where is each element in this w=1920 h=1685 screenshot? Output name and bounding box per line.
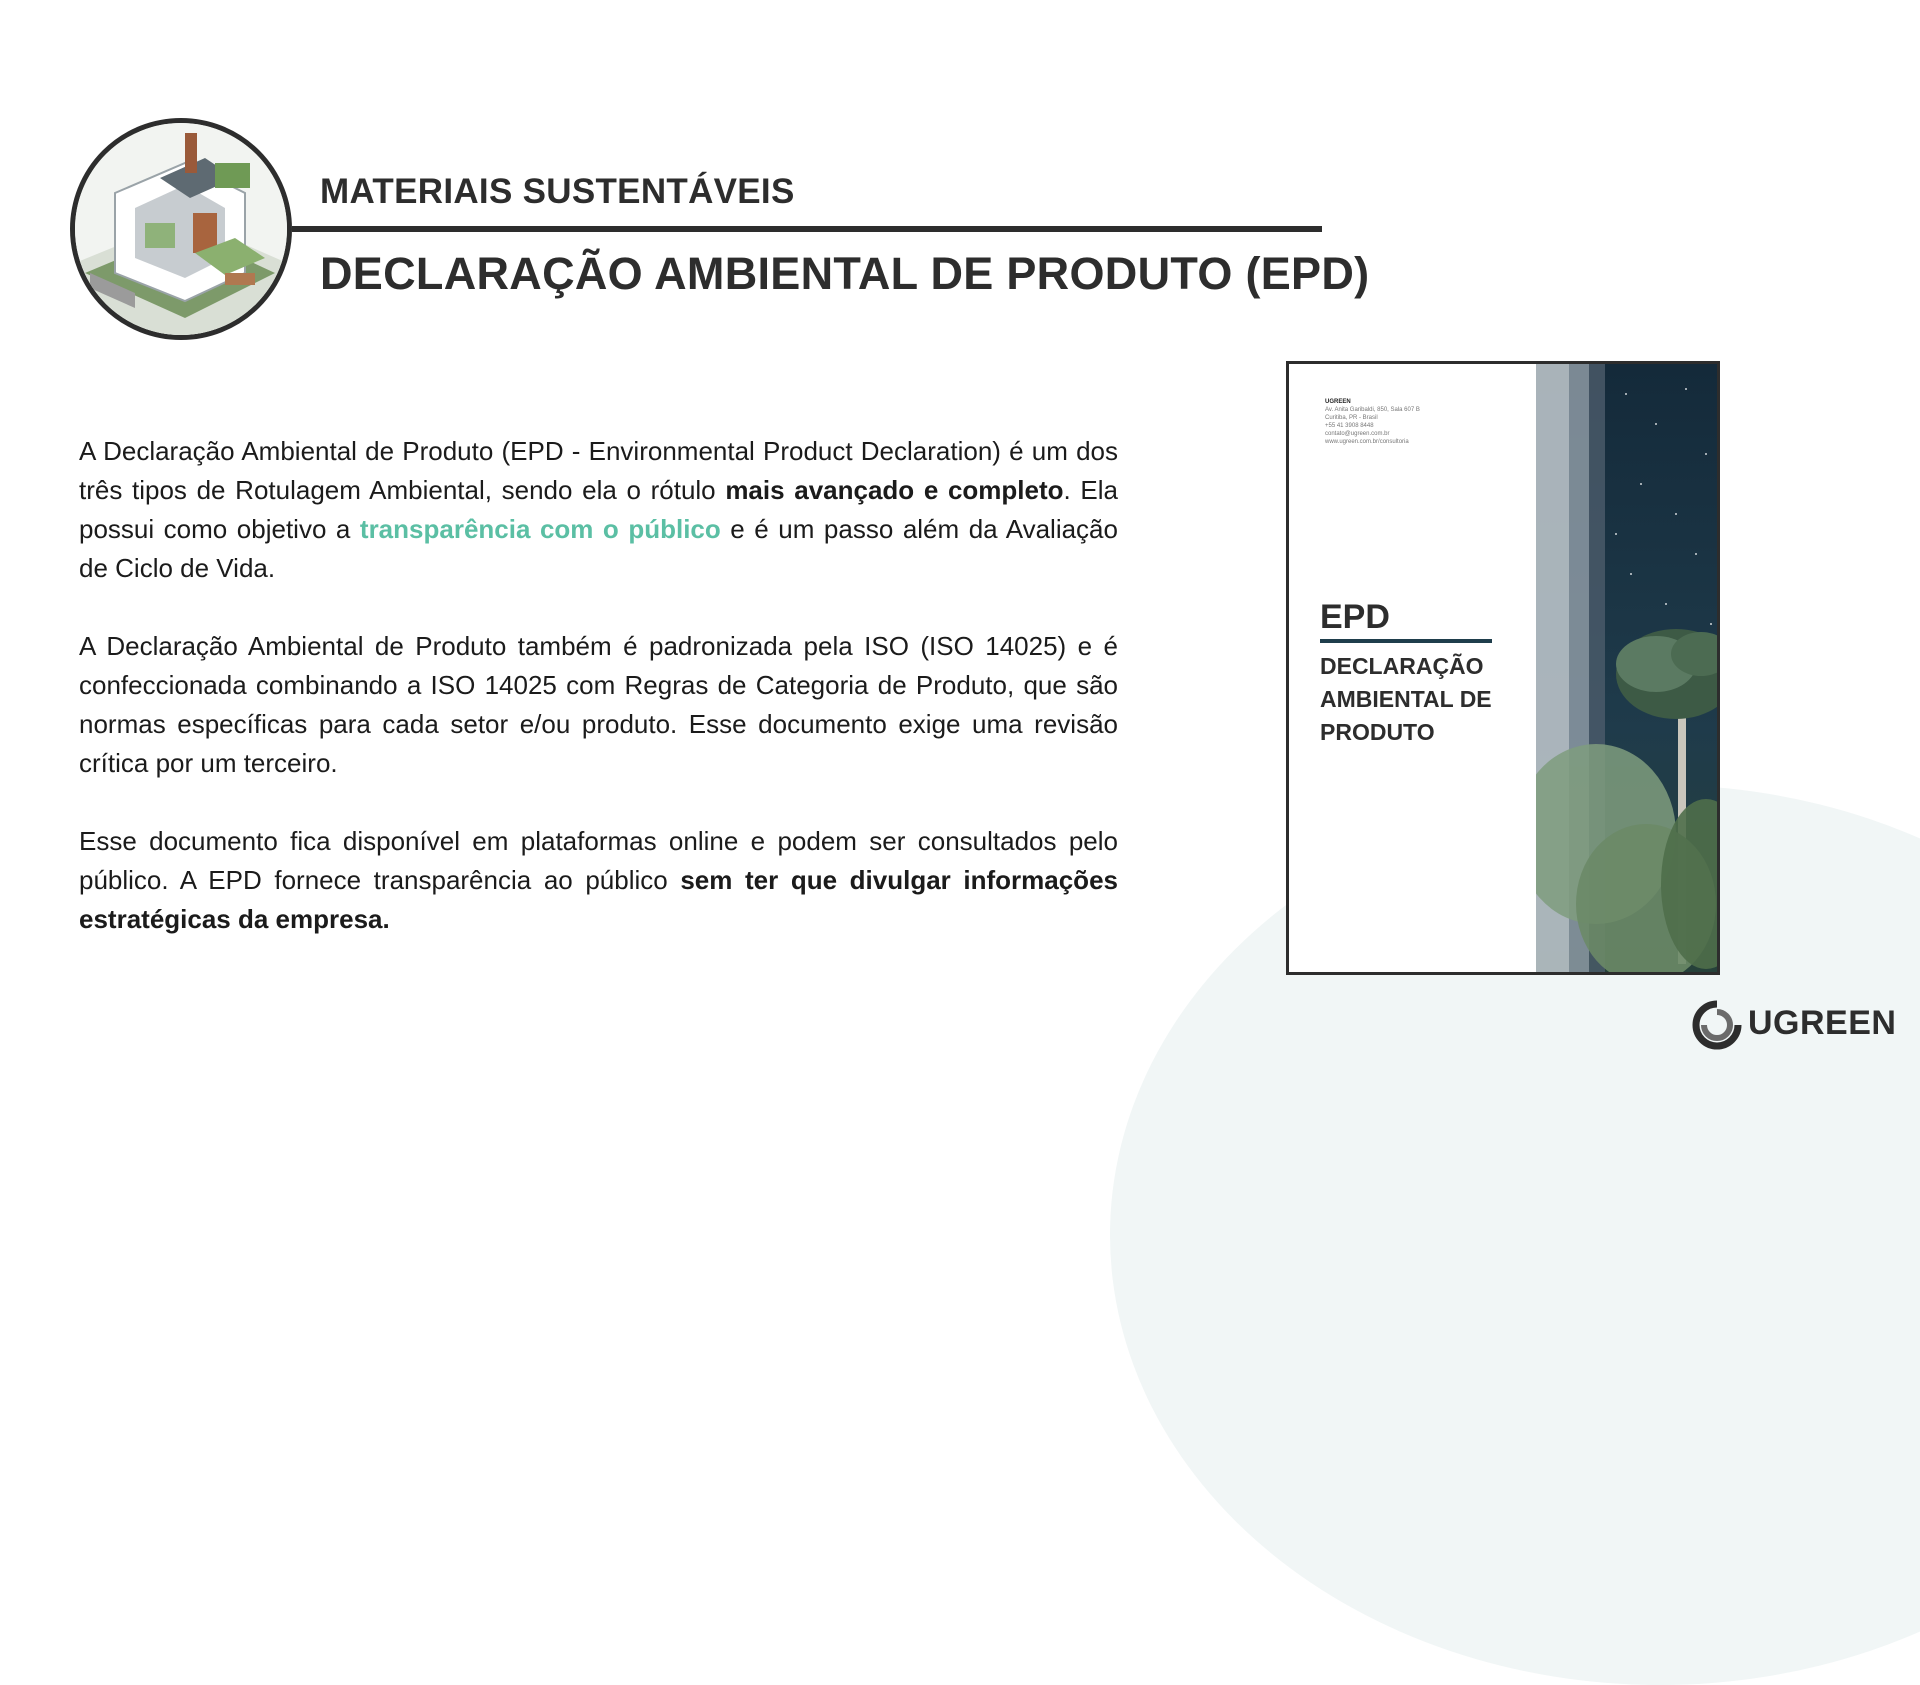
p1-highlight: transparência com o público: [359, 514, 721, 544]
p1-bold: mais avançado e completo: [725, 475, 1064, 505]
cover-brand: UGREEN: [1325, 399, 1351, 405]
paragraph-3: [79, 822, 1118, 939]
cover-photo-panel: [1536, 364, 1720, 972]
cover-address-line: +55 41 3908 8448: [1325, 423, 1374, 429]
p3-text-a: Esse documento fica disponível em plataformas online e podem ser consultados pelo público. A EPD fornece transparência ao público: [79, 826, 1118, 895]
p3-bold: sem ter que divulgar informações estratégicas da empresa.: [79, 865, 1118, 934]
cover-subtitle: DECLARAÇÃO AMBIENTAL DE PRODUTO: [1320, 653, 1492, 745]
p1-text-c: . Ela possui como objetivo a: [79, 475, 1118, 544]
cover-address-line: www.ugreen.com.br/consultoria: [1325, 439, 1409, 445]
cover-address: [1325, 398, 1420, 446]
cover-address-line: contato@ugreen.com.br: [1325, 431, 1390, 437]
building-illustration: [75, 123, 287, 335]
body-text: [79, 432, 1118, 978]
night-forest-photo: [1536, 364, 1720, 972]
cover-epd-title: EPD: [1320, 598, 1390, 636]
ugreen-logo-text: UGREEN: [1748, 1004, 1897, 1042]
paragraph-2: A Declaração Ambiental de Produto também é padronizada pela ISO (ISO 14025) e é confeccionada combinando a ISO 14025 com Regras de Categoria de Produto, que são normas específicas para cada setor e/ou produto. Esse documento exige uma revisão crítica por um terceiro.: [79, 631, 1118, 778]
cover-accent-bar: [1320, 639, 1492, 643]
ugreen-logo-icon: [1690, 1000, 1744, 1050]
header-divider: [292, 226, 1322, 232]
paragraph-1: [79, 432, 1118, 588]
building-illustration-badge: [70, 118, 292, 340]
epd-cover-image: [1286, 361, 1720, 975]
cover-address-line: Av. Anita Garibaldi, 850, Sala 607 B: [1325, 407, 1420, 413]
page-title: DECLARAÇÃO AMBIENTAL DE PRODUTO (EPD): [320, 248, 1370, 299]
p1-text-a: A Declaração Ambiental de Produto (EPD - Environmental Product Declaration) é um dos três tipos de Rotulagem Ambiental, sendo ela o rótulo: [79, 436, 1118, 505]
p1-text-e: e é um passo além da Avaliação de Ciclo de Vida.: [79, 514, 1118, 583]
cover-address-line: Curitiba, PR - Brasil: [1325, 415, 1378, 421]
section-kicker: MATERIAIS SUSTENTÁVEIS: [320, 172, 795, 211]
